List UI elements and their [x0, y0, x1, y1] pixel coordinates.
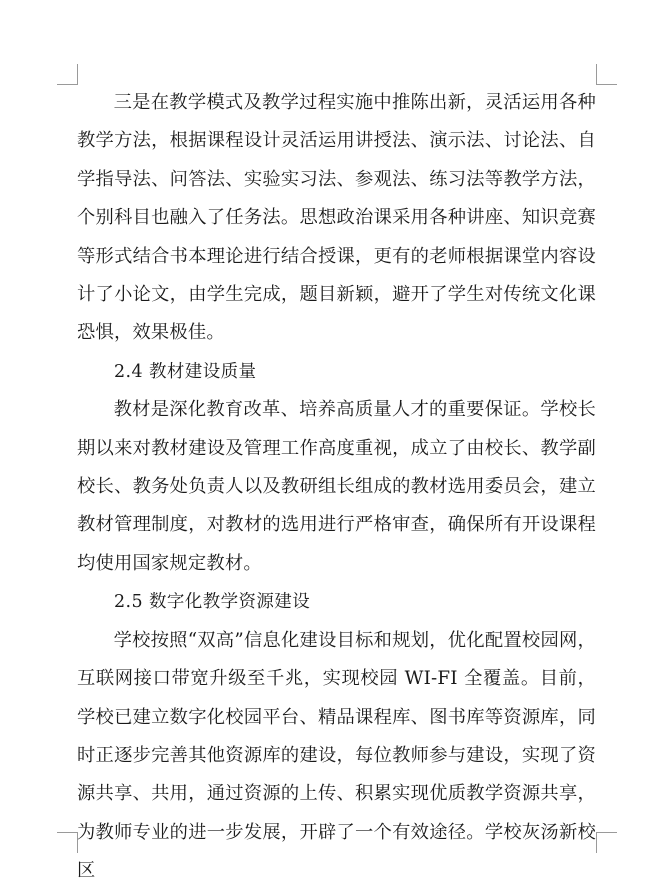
crop-mark-bottom-left — [57, 832, 78, 853]
paragraph-teaching-methods: 三是在教学模式及教学过程实施中推陈出新，灵活运用各种教学方法，根据课程设计灵活运用讲授法、演示法、讨论法、自学指导法、问答法、实验实习法、参观法、练习法等教学方法，个别科目也融入了任务法。思想政治课采用各种讲座、知识竞赛等形式结合书本理论进行结合授课，更有的老师根据课堂内容设计了小论文，由学生完成，题目新颖，避开了学生对传统文化课恐惧，效果极佳。 — [77, 92, 596, 344]
paragraph-digital-resources: 学校按照“双高”信息化建设目标和规划，优化配置校园网，互联网接口带宽升级至千兆，实现校园 WI-FI 全覆盖。目前，学校已建立数字化校园平台、精品课程库、图书库等资源库，同时正逐步完善其他资源库的建设，每位教师参与建设，实现了资源共享、共用，通过资源的上传、积累实现优质教学资源共享，为教师专业的进一步发展，开辟了一个有效途径。学校灰汤新校区 — [77, 629, 596, 882]
crop-mark-top-right — [596, 64, 617, 85]
paragraph-textbook-quality: 教材是深化教育改革、培养高质量人才的重要保证。学校长期以来对教材建设及管理工作高度重视，成立了由校长、教学副校长、教务处负责人以及教研组长组成的教材选用委员会，建立教材管理制度，对教材的选用进行严格审查，确保所有开设课程均使用国家规定教材。 — [77, 399, 596, 574]
crop-mark-bottom-right — [596, 832, 617, 853]
section-heading-2-5: 2.5 数字化教学资源建设 — [114, 592, 311, 613]
section-heading-2-4: 2.4 教材建设质量 — [114, 361, 257, 382]
page-body — [77, 84, 596, 891]
crop-mark-top-left — [57, 64, 78, 85]
